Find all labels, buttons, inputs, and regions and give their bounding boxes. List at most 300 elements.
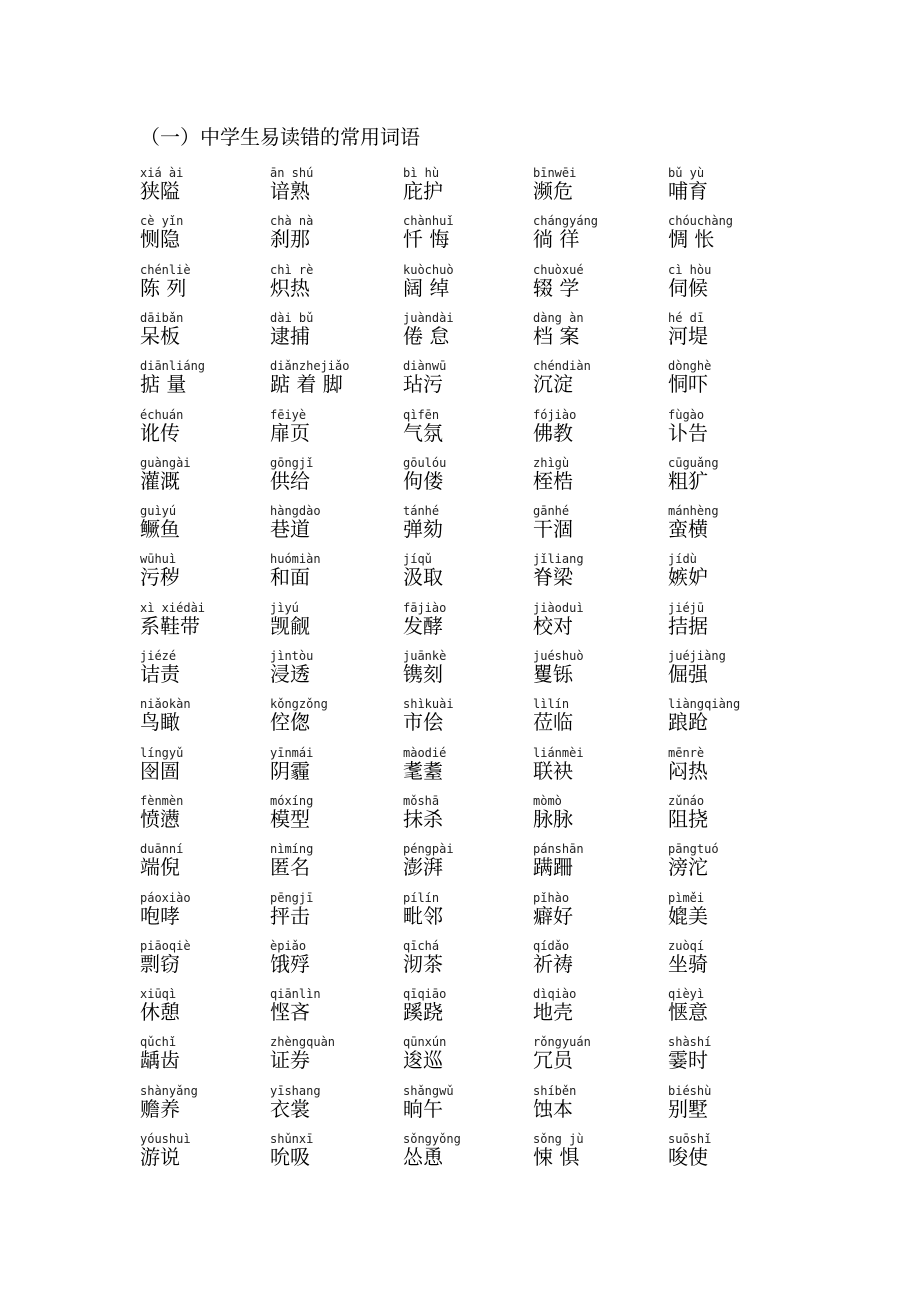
vocab-item — [403, 504, 533, 550]
pinyin: huómiàn — [270, 552, 321, 567]
chinese-word: 发酵 — [403, 613, 443, 638]
chinese-word: 惬意 — [668, 1000, 708, 1025]
pinyin: chénliè — [140, 262, 191, 277]
chinese-word: 游说 — [140, 1145, 180, 1169]
vocab-item — [668, 649, 798, 695]
pinyin: gōulóu — [403, 455, 447, 470]
vocab-item — [533, 359, 663, 405]
chinese-word: 沉淀 — [533, 372, 573, 397]
vocab-item — [533, 408, 663, 454]
vocab-item — [533, 842, 663, 888]
vocab-item — [270, 939, 400, 985]
pinyin: ān shú — [270, 166, 314, 180]
chinese-word: 桎梏 — [533, 468, 573, 493]
vocab-item — [533, 987, 663, 1033]
pinyin: tánhé — [403, 504, 440, 519]
chinese-word: 灌溉 — [140, 468, 180, 493]
chinese-word: 掂 量 — [140, 372, 187, 397]
vocab-item — [140, 891, 270, 937]
chinese-word: 炽热 — [270, 275, 310, 300]
vocab-item — [668, 891, 798, 937]
vocab-item — [403, 311, 533, 357]
vocab-item — [140, 746, 270, 792]
chinese-word: 悚 惧 — [533, 1145, 580, 1169]
chinese-word: 和面 — [270, 565, 310, 590]
chinese-word: 蹒跚 — [533, 855, 573, 880]
vocab-item — [533, 552, 663, 598]
chinese-word: 模型 — [270, 806, 310, 831]
vocab-item — [403, 359, 533, 405]
vocab-item — [270, 166, 400, 212]
pinyin: zǔnáo — [668, 793, 705, 808]
vocab-item — [140, 166, 270, 212]
pinyin: wūhuì — [140, 552, 177, 567]
pinyin: kǒngzǒng — [270, 697, 328, 712]
vocab-item — [403, 697, 533, 743]
pinyin: diǎnzhejiǎo — [270, 359, 350, 374]
chinese-word: 衣裳 — [270, 1096, 310, 1121]
vocab-item — [403, 456, 533, 502]
vocab-item — [403, 166, 533, 212]
vocab-item — [668, 214, 798, 260]
chinese-word: 鳜鱼 — [140, 517, 180, 542]
pinyin: qìfēn — [403, 407, 440, 422]
vocab-item — [270, 987, 400, 1033]
pinyin: juéjiàng — [668, 649, 726, 663]
chinese-word: 踉跄 — [668, 710, 708, 735]
pinyin: jǐliang — [533, 552, 584, 567]
chinese-word: 赡养 — [140, 1096, 180, 1121]
pinyin: gānhé — [533, 504, 570, 519]
chinese-word: 端倪 — [140, 855, 180, 880]
pinyin: fójiào — [533, 407, 577, 422]
pinyin: dàng àn — [533, 310, 584, 325]
vocab-item — [140, 987, 270, 1033]
pinyin: juānkè — [403, 649, 447, 663]
pinyin: bǔ yù — [668, 166, 705, 180]
chinese-word: 悭吝 — [270, 1000, 310, 1025]
pinyin: piāoqiè — [140, 938, 191, 953]
chinese-word: 讹传 — [140, 420, 180, 445]
vocab-item — [140, 1084, 270, 1130]
pinyin: liàngqiàng — [668, 697, 741, 712]
vocab-item — [270, 697, 400, 743]
chinese-word: 冗员 — [533, 1048, 573, 1073]
vocab-item — [668, 746, 798, 792]
vocab-item — [668, 1132, 798, 1178]
vocab-item — [140, 1035, 270, 1081]
vocab-item — [668, 456, 798, 502]
pinyin: xì xiédài — [140, 600, 206, 615]
vocab-item — [270, 552, 400, 598]
chinese-word: 阔 绰 — [403, 275, 450, 300]
pinyin: mǒshā — [403, 793, 440, 808]
pinyin: bì hù — [403, 166, 440, 180]
vocab-item — [270, 263, 400, 309]
chinese-word: 坐骑 — [668, 951, 708, 976]
pinyin: hé dī — [668, 310, 705, 325]
chinese-word: 莅临 — [533, 710, 573, 735]
vocab-item — [533, 649, 663, 695]
chinese-word: 气氛 — [403, 420, 443, 445]
chinese-word: 市侩 — [403, 710, 443, 735]
vocab-item — [140, 601, 270, 647]
pinyin: diānliáng — [140, 359, 206, 374]
vocab-item — [668, 842, 798, 888]
pinyin: chángyáng — [533, 214, 599, 229]
chinese-word: 谙熟 — [270, 179, 310, 203]
vocab-item — [533, 504, 663, 550]
pinyin: dònghè — [668, 359, 712, 374]
chinese-word: 剽窃 — [140, 951, 180, 976]
vocab-item — [533, 263, 663, 309]
chinese-word: 档 案 — [533, 323, 580, 348]
vocab-item — [533, 311, 663, 357]
chinese-word: 耄耋 — [403, 758, 443, 783]
pinyin: shànyǎng — [140, 1083, 198, 1098]
vocab-item — [668, 359, 798, 405]
pinyin: liánmèi — [533, 745, 584, 760]
pinyin: péngpài — [403, 842, 454, 857]
chinese-word: 粗犷 — [668, 468, 708, 493]
vocab-item — [533, 697, 663, 743]
pinyin: biéshù — [668, 1083, 712, 1098]
chinese-word: 别墅 — [668, 1096, 708, 1121]
vocab-item — [403, 842, 533, 888]
pinyin: pílín — [403, 890, 440, 905]
chinese-word: 巷道 — [270, 517, 310, 542]
pinyin: mòmò — [533, 793, 562, 808]
pinyin: qiānlìn — [270, 987, 321, 1002]
vocab-item — [668, 504, 798, 550]
pinyin: língyǔ — [140, 745, 184, 760]
vocab-item — [270, 504, 400, 550]
chinese-word: 踮 着 脚 — [270, 372, 343, 397]
chinese-word: 休憩 — [140, 1000, 180, 1025]
chinese-word: 唆使 — [668, 1145, 708, 1169]
pinyin: yīnmái — [270, 745, 314, 760]
pinyin: shíběn — [533, 1083, 577, 1098]
pinyin: diànwū — [403, 359, 447, 374]
pinyin: échuán — [140, 407, 184, 422]
chinese-word: 狭隘 — [140, 179, 180, 203]
vocab-item — [270, 311, 400, 357]
pinyin: cūguǎng — [668, 455, 719, 470]
vocab-item — [403, 1084, 533, 1130]
vocab-item — [533, 214, 663, 260]
vocab-item — [140, 263, 270, 309]
vocab-item — [668, 1035, 798, 1081]
vocab-item — [533, 166, 663, 212]
chinese-word: 愤懑 — [140, 806, 180, 831]
vocab-item — [270, 214, 400, 260]
vocab-item — [533, 1035, 663, 1081]
chinese-word: 饿殍 — [270, 951, 310, 976]
pinyin: èpiǎo — [270, 938, 307, 953]
pinyin: fēiyè — [270, 407, 307, 422]
chinese-word: 嫉妒 — [668, 565, 708, 590]
chinese-word: 阻挠 — [668, 806, 708, 831]
pinyin: yóushuì — [140, 1132, 191, 1146]
chinese-word: 倔强 — [668, 662, 708, 686]
vocab-item — [403, 214, 533, 260]
pinyin: cè yǐn — [140, 214, 184, 229]
pinyin: zhìgù — [533, 455, 570, 470]
chinese-word: 逮捕 — [270, 323, 310, 348]
chinese-word: 系鞋带 — [140, 613, 200, 638]
vocab-item — [533, 939, 663, 985]
chinese-word: 干涸 — [533, 517, 573, 542]
chinese-word: 辍 学 — [533, 275, 580, 300]
pinyin: pēngjī — [270, 890, 314, 905]
chinese-word: 毗邻 — [403, 903, 443, 928]
chinese-word: 汲取 — [403, 565, 443, 590]
vocab-item — [668, 987, 798, 1033]
pinyin: sǒngyǒng — [403, 1132, 461, 1146]
pinyin: cì hòu — [668, 262, 712, 277]
pinyin: qídǎo — [533, 938, 570, 953]
chinese-word: 怂恿 — [403, 1145, 443, 1169]
chinese-word: 惆 怅 — [668, 227, 715, 252]
pinyin: shàshí — [668, 1035, 712, 1050]
vocab-item — [270, 794, 400, 840]
pinyin: fājiào — [403, 600, 447, 615]
chinese-word: 讣告 — [668, 420, 708, 445]
chinese-word: 媲美 — [668, 903, 708, 928]
vocab-item — [140, 1132, 270, 1178]
chinese-word: 癖好 — [533, 903, 573, 928]
pinyin: jiéjū — [668, 600, 705, 615]
pinyin: qièyì — [668, 987, 705, 1002]
vocab-item — [140, 939, 270, 985]
chinese-word: 霎时 — [668, 1048, 708, 1073]
vocab-item — [403, 891, 533, 937]
vocab-item — [668, 552, 798, 598]
chinese-word: 阴霾 — [270, 758, 310, 783]
chinese-word: 污秽 — [140, 565, 180, 590]
vocab-item — [533, 891, 663, 937]
chinese-word: 祈祷 — [533, 951, 573, 976]
pinyin: jìyú — [270, 600, 299, 615]
vocab-item — [668, 166, 798, 212]
chinese-word: 佛教 — [533, 420, 573, 445]
pinyin: páoxiào — [140, 890, 191, 905]
vocab-item — [140, 359, 270, 405]
chinese-word: 濒危 — [533, 179, 573, 203]
chinese-word: 蚀本 — [533, 1096, 573, 1121]
pinyin: qǔchǐ — [140, 1035, 177, 1050]
pinyin: kuòchuò — [403, 262, 454, 277]
pinyin: jíqǔ — [403, 552, 432, 567]
chinese-word: 脊梁 — [533, 565, 573, 590]
pinyin: pìměi — [668, 890, 705, 905]
chinese-word: 晌午 — [403, 1096, 443, 1121]
pinyin: qīchá — [403, 938, 440, 953]
vocab-item — [668, 697, 798, 743]
chinese-word: 匿名 — [270, 855, 310, 880]
vocab-item — [140, 408, 270, 454]
chinese-word: 哺育 — [668, 179, 708, 203]
pinyin: guàngài — [140, 455, 191, 470]
pinyin: lìlín — [533, 697, 570, 712]
chinese-word: 地壳 — [533, 1000, 573, 1025]
vocab-item — [533, 1084, 663, 1130]
vocab-item — [140, 697, 270, 743]
pinyin: duānní — [140, 842, 184, 857]
pinyin: pánshān — [533, 842, 584, 857]
pinyin: shǔnxī — [270, 1132, 314, 1146]
pinyin: yīshang — [270, 1083, 321, 1098]
pinyin: dìqiào — [533, 987, 577, 1002]
chinese-word: 囹圄 — [140, 758, 180, 783]
pinyin: dāibǎn — [140, 310, 184, 325]
chinese-word: 抨击 — [270, 903, 310, 928]
chinese-word: 徜 徉 — [533, 227, 580, 252]
pinyin: zuòqí — [668, 938, 705, 953]
pinyin: xiūqì — [140, 987, 177, 1002]
chinese-word: 沏茶 — [403, 951, 443, 976]
pinyin: fènmèn — [140, 793, 184, 808]
pinyin: chà nà — [270, 214, 314, 229]
chinese-word: 蹊跷 — [403, 1000, 443, 1025]
chinese-word: 矍铄 — [533, 662, 573, 686]
chinese-word: 恻隐 — [140, 227, 180, 252]
vocab-item — [270, 891, 400, 937]
vocab-item — [270, 359, 400, 405]
chinese-word: 倥偬 — [270, 710, 310, 735]
pinyin: mánhèng — [668, 504, 719, 519]
pinyin: suōshǐ — [668, 1132, 712, 1146]
chinese-word: 逡巡 — [403, 1048, 443, 1073]
vocab-item — [403, 987, 533, 1033]
pinyin: dài bǔ — [270, 310, 314, 325]
vocab-item — [668, 601, 798, 647]
chinese-word: 拮据 — [668, 613, 708, 638]
pinyin: shìkuài — [403, 697, 454, 712]
vocab-item — [403, 263, 533, 309]
vocab-item — [668, 939, 798, 985]
vocab-item — [270, 746, 400, 792]
vocab-item — [270, 1035, 400, 1081]
chinese-word: 联袂 — [533, 758, 573, 783]
pinyin: sǒng jù — [533, 1132, 584, 1146]
vocab-item — [403, 794, 533, 840]
chinese-word: 脉脉 — [533, 806, 573, 831]
chinese-word: 诘责 — [140, 662, 180, 686]
vocab-item — [270, 1132, 400, 1178]
chinese-word: 吮吸 — [270, 1145, 310, 1169]
vocab-item — [140, 214, 270, 260]
vocab-item — [140, 311, 270, 357]
chinese-word: 校对 — [533, 613, 573, 638]
pinyin: qūnxún — [403, 1035, 447, 1050]
chinese-word: 供给 — [270, 468, 310, 493]
chinese-word: 蛮横 — [668, 517, 708, 542]
chinese-word: 咆哮 — [140, 903, 180, 928]
vocab-item — [270, 601, 400, 647]
pinyin: jídù — [668, 552, 697, 567]
pinyin: guìyú — [140, 504, 177, 519]
pinyin: chànhuǐ — [403, 214, 454, 229]
pinyin: móxíng — [270, 793, 314, 808]
chinese-word: 刹那 — [270, 227, 310, 252]
pinyin: jìntòu — [270, 649, 314, 663]
chinese-word: 忏 悔 — [403, 227, 450, 252]
chinese-word: 闷热 — [668, 758, 708, 783]
chinese-word: 倦 怠 — [403, 323, 450, 348]
vocab-item — [140, 552, 270, 598]
pinyin: chéndiàn — [533, 359, 591, 374]
chinese-word: 滂沱 — [668, 855, 708, 880]
vocab-item — [140, 842, 270, 888]
vocab-item — [403, 746, 533, 792]
chinese-word: 陈 列 — [140, 275, 187, 300]
chinese-word: 弹劾 — [403, 517, 443, 542]
pinyin: jiézé — [140, 649, 177, 663]
pinyin: hàngdào — [270, 504, 321, 519]
vocab-item — [270, 456, 400, 502]
chinese-word: 澎湃 — [403, 855, 443, 880]
vocab-item — [140, 649, 270, 695]
vocab-item — [533, 1132, 663, 1178]
pinyin: rǒngyuán — [533, 1035, 591, 1050]
vocab-item — [270, 1084, 400, 1130]
vocab-item — [533, 601, 663, 647]
vocab-item — [668, 794, 798, 840]
vocab-item — [403, 552, 533, 598]
pinyin: juéshuò — [533, 649, 584, 663]
pinyin: zhèngquàn — [270, 1035, 336, 1050]
vocab-item — [403, 1132, 533, 1178]
vocab-item — [270, 842, 400, 888]
chinese-word: 证券 — [270, 1048, 310, 1073]
chinese-word: 觊觎 — [270, 613, 310, 638]
pinyin: pǐhào — [533, 890, 570, 905]
chinese-word: 河堤 — [668, 323, 708, 348]
pinyin: niǎokàn — [140, 697, 191, 712]
pinyin: chì rè — [270, 262, 314, 277]
vocab-item — [668, 408, 798, 454]
pinyin: mēnrè — [668, 745, 705, 760]
vocab-item — [403, 408, 533, 454]
vocab-item — [140, 456, 270, 502]
pinyin: chóuchàng — [668, 214, 734, 229]
chinese-word: 玷污 — [403, 372, 443, 397]
pinyin: nìmíng — [270, 842, 314, 857]
vocab-item — [270, 408, 400, 454]
pinyin: juàndài — [403, 310, 454, 325]
vocab-item — [668, 1084, 798, 1130]
chinese-word: 恫吓 — [668, 372, 708, 397]
vocab-item — [668, 263, 798, 309]
chinese-word: 龋齿 — [140, 1048, 180, 1073]
vocab-item — [533, 746, 663, 792]
chinese-word: 抹杀 — [403, 806, 443, 831]
vocab-item — [533, 456, 663, 502]
vocab-item — [403, 1035, 533, 1081]
pinyin: xiá ài — [140, 166, 184, 180]
chinese-word: 镌刻 — [403, 662, 443, 686]
chinese-word: 扉页 — [270, 420, 310, 445]
vocab-item — [140, 504, 270, 550]
vocab-item — [668, 311, 798, 357]
chinese-word: 佝偻 — [403, 468, 443, 493]
pinyin: chuòxué — [533, 262, 584, 277]
chinese-word: 伺候 — [668, 275, 708, 300]
chinese-word: 呆板 — [140, 323, 180, 348]
chinese-word: 浸透 — [270, 662, 310, 686]
pinyin: pāngtuó — [668, 842, 719, 857]
